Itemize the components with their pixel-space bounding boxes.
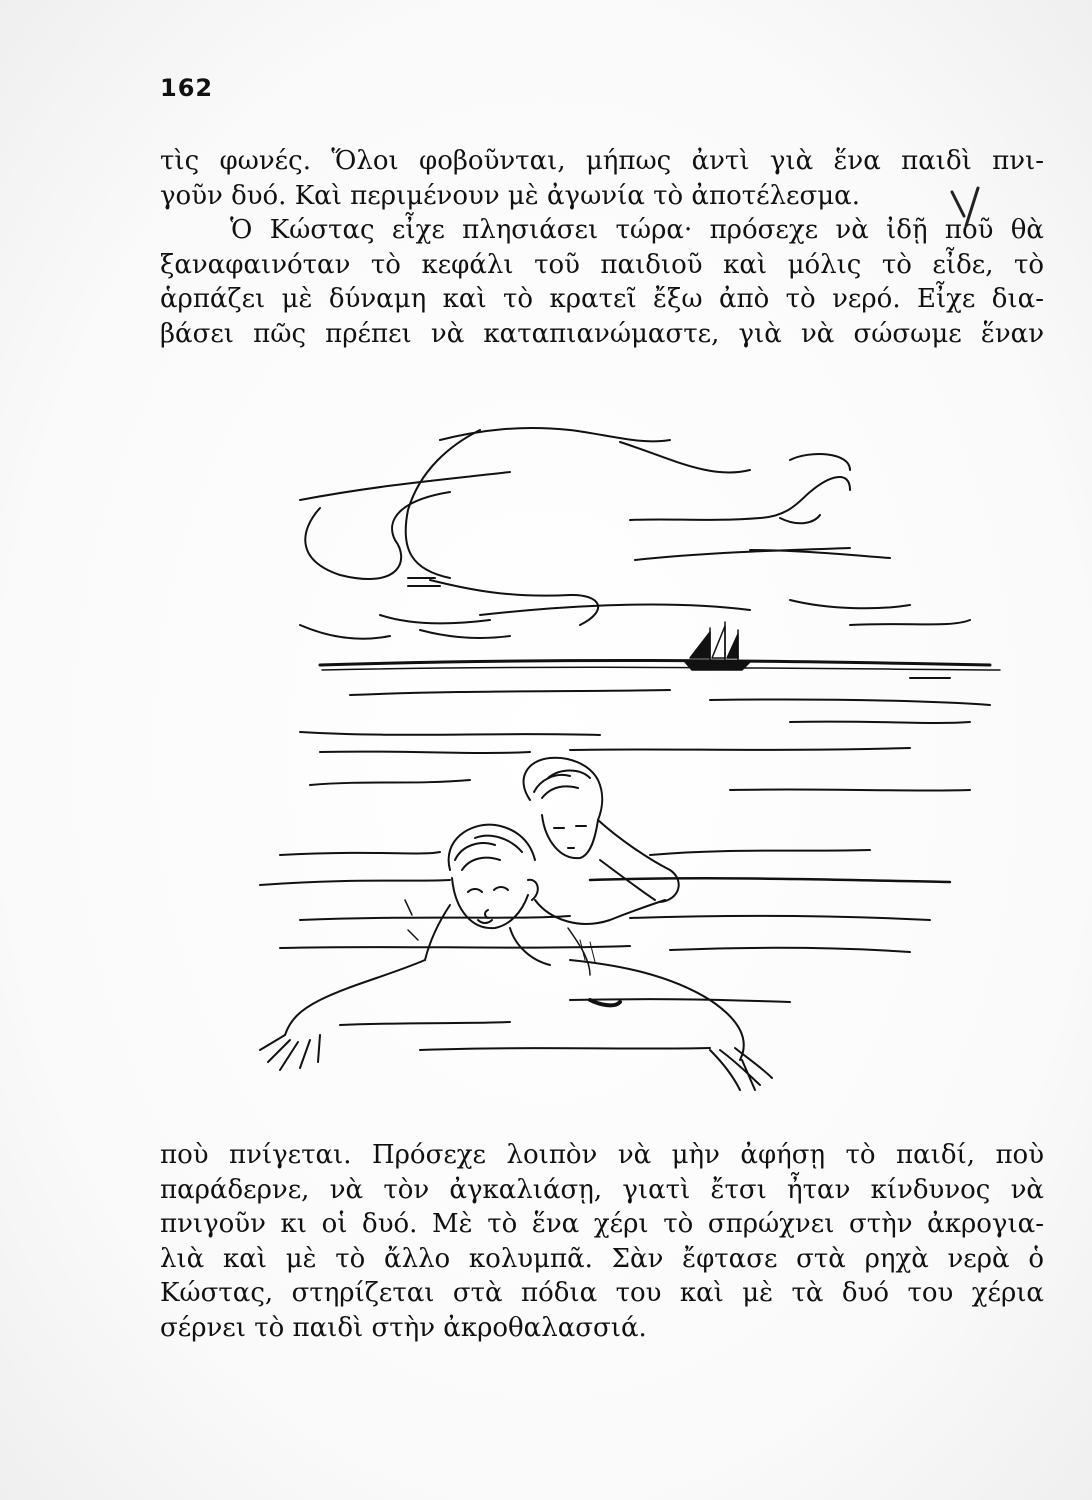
swimmer-figures-drawing	[260, 758, 772, 1090]
text-line: Κώστας, στηρίζεται στὰ πόδια του καὶ μὲ τὰ δυό του χέρια	[160, 1278, 1044, 1308]
handwritten-check-mark-icon	[948, 186, 988, 230]
paragraph-top	[160, 144, 1044, 351]
text-line: τὶς φωνές. Ὅλοι φοβοῦνται, μήπως ἀντὶ γιὰ ἕνα παιδὶ πνι-	[160, 146, 1044, 176]
text-line: βάσει πῶς πρέπει νὰ καταπιανώμαστε, γιὰ νὰ σώσωμε ἕναν	[160, 318, 1044, 349]
text-line: ξαναφαινόταν τὸ κεφάλι τοῦ παιδιοῦ καὶ μόλις τὸ εἶδε, τὸ	[160, 249, 1044, 280]
text-line: παράδερνε, νὰ τὸν ἀγκαλιάσῃ, γιατὶ ἔτσι ἦταν κίνδυνος νὰ	[160, 1174, 1044, 1205]
text-line: Ὁ Κώστας εἶχε πλησιάσει τώρα· πρόσεχε νὰ ἰδῇ ποῦ θὰ	[230, 215, 1044, 245]
text-line: ποὺ πνίγεται. Πρόσεχε λοιπὸν νὰ μὴν ἀφήσῃ τὸ παιδί, ποὺ	[160, 1140, 1044, 1170]
sailing-ship-drawing	[685, 622, 750, 670]
boy-swimming-carrying-child-illustration	[150, 400, 1050, 1100]
text-line: λιὰ καὶ μὲ τὸ ἄλλο κολυμπᾶ. Σὰν ἔφτασε στὰ ρηχὰ νερὰ ὁ	[160, 1243, 1044, 1274]
text-line: γοῦν δυό. Καὶ περιμένουν μὲ ἀγωνία τὸ ἀποτέλεσμα.	[160, 180, 860, 211]
text-line: σέρνει τὸ παιδὶ στὴν ἀκροθαλασσιά.	[160, 1312, 647, 1343]
paragraph-bottom	[160, 1138, 1044, 1345]
page-number: 162	[160, 74, 214, 102]
clouds-drawing	[300, 428, 970, 639]
text-line: πνιγοῦν κι οἱ δυό. Μὲ τὸ ἕνα χέρι τὸ σπρώχνει στὴν ἀκρογια-	[160, 1209, 1044, 1239]
sea-waves-drawing	[260, 660, 1000, 1050]
text-line: ἁρπάζει μὲ δύναμη καὶ τὸ κρατεῖ ἔξω ἀπὸ τὸ νερό. Εἶχε δια-	[160, 284, 1044, 314]
